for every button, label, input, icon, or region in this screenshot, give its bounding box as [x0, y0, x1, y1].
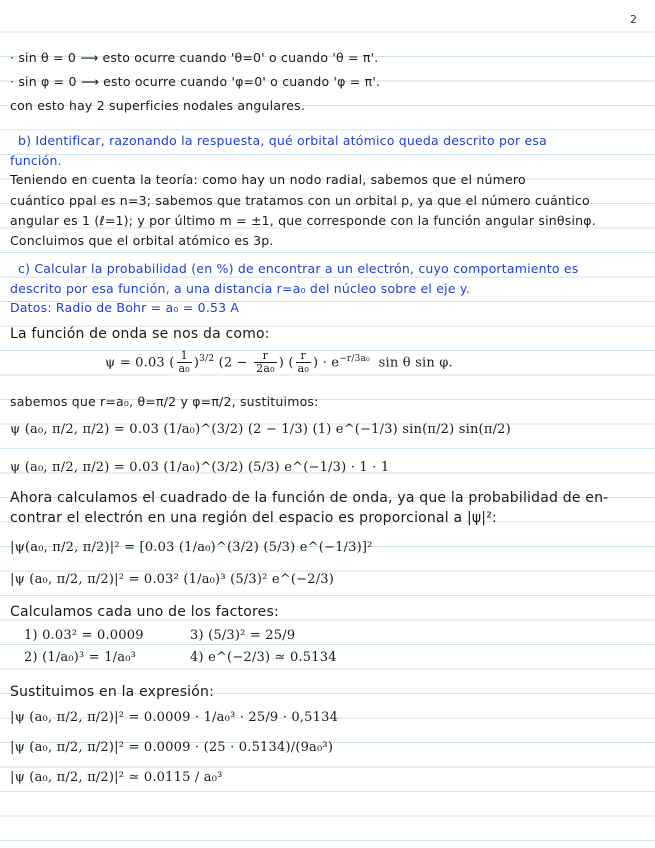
- psi-fraction3-den: a₀: [297, 362, 309, 376]
- question-c-line1: c) Calcular la probabilidad (en %) de encontrar a un electrón, cuyo comportamiento es: [18, 261, 579, 276]
- answer-b-line3: angular es 1 (ℓ=1); y por último m = ±1, que corresponde con la función angular sinθsinφ.: [10, 213, 596, 228]
- psi-fraction3: [296, 350, 311, 375]
- wave-function-definition: ψ = 0.03 ( $\frac{1}{\text{a₀}}$ )$^{3/2}$ (2 − $\frac{r}{\text{2a₀}}$ ) ( $\frac{r}{\text{a₀}}$ ) · $e^{-r/3a_0}$ sin θ sin φ.: [105, 349, 453, 376]
- psi-mid1: (2 −: [218, 355, 248, 371]
- psi-fraction-num: 1: [177, 350, 192, 363]
- answer-b-line2: cuántico ppal es n=3; sabemos que tratamos con un orbital p, ya que el número cuántico: [10, 193, 590, 208]
- wave-function-intro: La función de onda se nos da como:: [10, 326, 270, 342]
- note-nodal-surfaces: con esto hay 2 superficies nodales angulares.: [10, 98, 306, 113]
- substitute-intro: Sustituimos en la expresión:: [10, 684, 215, 700]
- psi-exp-exponent: −r/3a₀: [339, 354, 370, 364]
- psi-fraction3-num: r: [296, 350, 311, 363]
- psi-fraction-den: a₀: [178, 362, 190, 376]
- psi-lhs: ψ = 0.03: [105, 355, 165, 371]
- answer-b-line1: Teniendo en cuenta la teoría: como hay un nodo radial, sabemos que el número: [10, 172, 526, 187]
- factor-1: 1) 0.03² = 0.0009: [24, 628, 144, 643]
- square-explanation-line1: Ahora calculamos el cuadrado de la función de onda, ya que la probabilidad de en-: [10, 490, 609, 506]
- factor-4: 4) e^(−2/3) ≃ 0.5134: [190, 650, 337, 665]
- note-sin-phi: · sin φ = 0 ⟶ esto ocurre cuando 'φ=0' o cuando 'φ = π'.: [10, 74, 381, 89]
- psi-exp-e: · e: [322, 355, 340, 371]
- psi-fraction2: [254, 350, 277, 375]
- substitution-intro: sabemos que r=a₀, θ=π/2 y φ=π/2, sustituimos:: [10, 394, 319, 409]
- psi-mid2: ): [278, 355, 284, 371]
- factor-3: 3) (5/3)² = 25/9: [190, 628, 296, 643]
- square-explanation-line2: contrar el electrón en una región del espacio es proporcional a |ψ|²:: [10, 510, 497, 526]
- square-step2: |ψ (a₀, π/2, π/2)|² = 0.03² (1/a₀)³ (5/3)² e^(−2/3): [10, 572, 335, 587]
- result-step2: |ψ (a₀, π/2, π/2)|² = 0.0009 · (25 · 0.5134)/(9a₀³): [10, 740, 334, 755]
- psi-fraction2-num: r: [254, 350, 277, 363]
- psi-fraction2-den: 2a₀: [256, 362, 275, 376]
- question-c-data: Datos: Radio de Bohr = a₀ = 0.53 A: [10, 300, 240, 315]
- result-step3: |ψ (a₀, π/2, π/2)|² ≃ 0.0115 / a₀³: [10, 770, 223, 785]
- substitution-step2: ψ (a₀, π/2, π/2) = 0.03 (1/a₀)^(3/2) (5/3) e^(−1/3) · 1 · 1: [10, 460, 390, 475]
- note-sin-theta: · sin θ = 0 ⟶ esto ocurre cuando 'θ=0' o cuando 'θ = π'.: [10, 50, 379, 65]
- question-c-line2: descrito por esa función, a una distancia r=a₀ del núcleo sobre el eje y.: [10, 281, 470, 296]
- page-number: 2: [630, 13, 637, 26]
- question-b-line2: función.: [10, 153, 62, 168]
- psi-fraction: [177, 350, 192, 375]
- square-step1: |ψ(a₀, π/2, π/2)|² = [0.03 (1/a₀)^(3/2) (5/3) e^(−1/3)]²: [10, 540, 373, 555]
- question-b-line1: b) Identificar, razonando la respuesta, qué orbital atómico queda descrito por esa: [18, 133, 547, 148]
- psi-exponent: 3/2: [199, 354, 215, 364]
- psi-tail: sin θ sin φ.: [378, 355, 453, 371]
- factor-2: 2) (1/a₀)³ = 1/a₀³: [24, 650, 137, 665]
- substitution-step1: ψ (a₀, π/2, π/2) = 0.03 (1/a₀)^(3/2) (2 − 1/3) (1) e^(−1/3) sin(π/2) sin(π/2): [10, 422, 511, 437]
- answer-b-line4: Concluimos que el orbital atómico es 3p.: [10, 233, 274, 248]
- result-step1: |ψ (a₀, π/2, π/2)|² = 0.0009 · 1/a₀³ · 25/9 · 0,5134: [10, 710, 339, 725]
- factors-intro: Calculamos cada uno de los factores:: [10, 604, 279, 620]
